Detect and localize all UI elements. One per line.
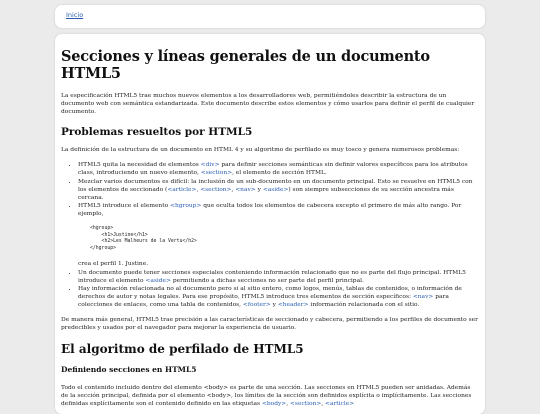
- code-tag: <section>: [200, 186, 232, 193]
- section-heading-problems: Problemas resueltos por HTML5: [61, 126, 253, 139]
- subsection-heading-defining: Definiendo secciones en HTML5: [61, 365, 197, 375]
- code-tag: <nav>: [235, 186, 256, 193]
- closing-paragraph: De manera más general, HTML5 trae precisión a las características de seccionado y cabecera, permitiendo a los perfiles de documento ser predecibles y usados por el navegador para mejorar la experiencia de usuario.: [61, 316, 478, 332]
- code-example: <hgroup> <h1>Justine</h1> <h2>Les Malheurs de la Vertu</h2> </hgroup>: [90, 226, 197, 251]
- defining-paragraph: Todo el contenido incluido dentro del elemento <body> es parte de una sección. Las secciones en HTML5 pueden ser anidadas. Además de la sección principal, definida por el elemento <body>, los límites de la sección son definidos explícita o implícitamente. Las secciones definidas explícitamente son el contenido definido en las etiquetas <body>, <section>, <article>: [61, 385, 472, 408]
- code-example-result: crea el perfil 1. Justine.: [78, 261, 149, 268]
- code-tag: <article>: [167, 186, 197, 193]
- problems-paragraph: La definición de la estructura de un documento en HTML 4 y su algoritmo de perfilado es muy tosco y genera numerosos problemas:: [61, 147, 460, 154]
- intro-paragraph: La especificación HTML5 trae muchos nuevos elementos a los desarrolladores web, permitiéndoles describir la estructura de un documento web con semántica estandarizada. Este documento describe estos elementos y cómo usarlos para definir el perfil de cualquier documento.: [61, 93, 475, 116]
- list-item: • Un documento puede tener secciones especiales conteniendo información relacionado que no es parte del flujo principal. HTML5 introduce el elemento <aside> permitiendo a dichas secciones no ser parte del perfil principal.: [78, 269, 479, 285]
- home-link[interactable]: Inicio: [66, 11, 84, 19]
- page-title: Secciones y líneas generales de un documento HTML5: [61, 48, 430, 82]
- article-card: [55, 34, 485, 414]
- code-tag: <nav>: [412, 293, 434, 300]
- top-nav-bar: [55, 5, 485, 28]
- list-item: • HTML5 introduce el elemento <hgroup> que oculta todos los elementos de cabecera excepto el primero de más alto rango. Por ejemplo, <hgroup> <h1>Justine</h1> <h2>Les Malheurs de la Vertu</h2> </hgroup> crea el perfil 1. Justine.: [78, 202, 479, 269]
- list-item: • Mezclar varios documentos es difícil: la inclusión de un sub-documento en un documento principal. Esto se resuelve en HTML5 con los elementos de seccionado (<article>, <section>, <nav> y <aside>) son siempre subsecciones de su sección ancestra más cercana.: [78, 178, 479, 202]
- section-heading-algorithm: El algoritmo de perfilado de HTML5: [61, 342, 304, 357]
- code-tag: <aside>: [262, 186, 289, 193]
- problems-list: [61, 161, 479, 309]
- article-content: [61, 48, 479, 414]
- code-tag: <div>: [200, 162, 220, 169]
- code-tag: <section>: [290, 401, 322, 408]
- list-item: • HTML5 quita la necesidad de elementos <div> para definir secciones semánticas sin definir valores específicos para los atributos class, introduciendo un nuevo elemento, <section>, el elemento de sección HTML.: [78, 161, 479, 177]
- code-tag: <footer>: [242, 301, 271, 308]
- code-tag: <body>: [261, 401, 287, 408]
- code-tag: <section>: [200, 170, 233, 177]
- code-tag: <aside>: [145, 277, 171, 284]
- code-tag: <hgroup>: [170, 202, 202, 209]
- code-tag: <article>: [325, 401, 355, 408]
- list-item: • Hay información relacionada no al documento pero si al sitio entero, como logos, menús, tablas de contenidos, o información de derechos de autor y notas legales. Para ese propósito, HTML5 introduce tres elementos de sección específicos: <nav> para colecciones de enlaces, como una tabla de contenidos, <footer> y <header> información relacionada con el sitio.: [78, 285, 479, 309]
- code-tag: <header>: [277, 301, 309, 308]
